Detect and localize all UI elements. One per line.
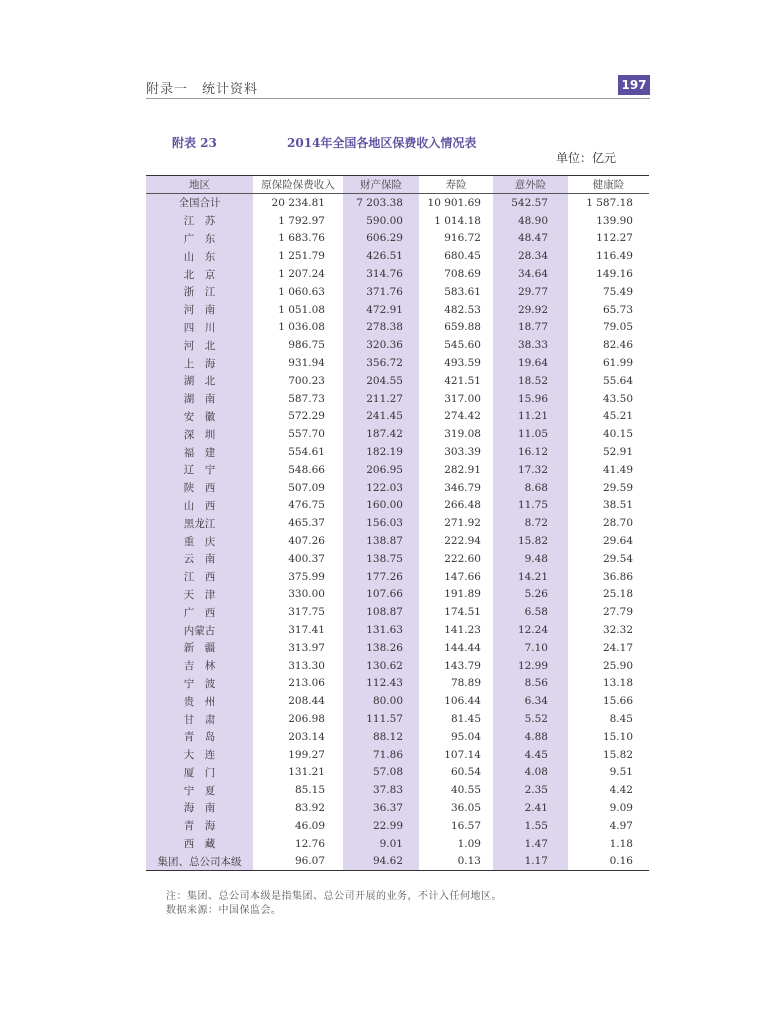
- cell-health: 25.18: [602, 588, 633, 601]
- cell-health: 1.18: [609, 837, 633, 850]
- cell-accident: 7.10: [493, 639, 568, 657]
- cell-total-premium: 572.29: [288, 410, 325, 423]
- cell-life: 222.94: [444, 535, 481, 548]
- cell-property: 9.01: [343, 835, 419, 853]
- cell-region: 贵 州: [146, 692, 253, 710]
- cell-health: 79.05: [602, 321, 633, 334]
- cell-life: 1 014.18: [434, 214, 481, 227]
- table-row: [146, 764, 649, 782]
- table-row: [146, 817, 649, 835]
- cell-life: 319.08: [444, 428, 481, 441]
- cell-property: 472.91: [343, 301, 419, 319]
- cell-health: 43.50: [602, 392, 633, 405]
- cell-health: 149.16: [596, 268, 633, 281]
- cell-health: 52.91: [602, 446, 633, 459]
- cell-health: 4.42: [609, 784, 633, 797]
- cell-total-premium: 206.98: [288, 713, 325, 725]
- cell-health: 38.51: [602, 499, 633, 512]
- cell-region: 陕 西: [146, 479, 253, 497]
- cell-region: 厦 门: [146, 764, 253, 782]
- cell-total-premium: 208.44: [288, 695, 325, 708]
- cell-life: 266.48: [444, 499, 481, 512]
- table-row: [146, 852, 649, 870]
- cell-property: 94.62: [343, 852, 419, 870]
- cell-accident: 16.12: [493, 443, 568, 461]
- cell-total-premium: 1 683.76: [278, 232, 325, 245]
- table-row: [146, 639, 649, 657]
- cell-total-premium: 46.09: [294, 819, 325, 832]
- cell-region: 河 北: [146, 336, 253, 354]
- cell-accident: 542.57: [493, 194, 568, 212]
- cell-total-premium: 375.99: [288, 570, 325, 583]
- cell-property: 7 203.38: [343, 194, 419, 212]
- cell-health: 28.70: [602, 517, 633, 530]
- cell-health: 45.21: [602, 410, 633, 423]
- cell-health: 24.17: [602, 641, 633, 654]
- table-row: [146, 710, 649, 728]
- cell-life: 421.51: [444, 374, 481, 387]
- table-row: [146, 443, 649, 461]
- cell-property: 80.00: [343, 692, 419, 710]
- cell-health: 27.79: [602, 606, 633, 619]
- cell-accident: 12.99: [493, 657, 568, 675]
- cell-accident: 4.08: [493, 764, 568, 782]
- cell-health: 139.90: [596, 214, 633, 227]
- cell-accident: 8.68: [493, 479, 568, 497]
- column-header-total-premium: 原保险保费收入: [261, 179, 335, 191]
- cell-region: 湖 南: [146, 390, 253, 408]
- table-row: [146, 835, 649, 853]
- cell-accident: 12.24: [493, 621, 568, 639]
- cell-accident: 15.96: [493, 390, 568, 408]
- cell-region: 安 徽: [146, 408, 253, 426]
- cell-property: 278.38: [343, 319, 419, 337]
- cell-life: 680.45: [444, 250, 481, 263]
- cell-total-premium: 700.23: [288, 374, 325, 387]
- cell-health: 116.49: [596, 250, 633, 263]
- cell-region: 新 疆: [146, 639, 253, 657]
- cell-region: 吉 林: [146, 657, 253, 675]
- cell-region: 大 连: [146, 746, 253, 764]
- table-row: [146, 550, 649, 568]
- cell-property: 36.37: [343, 799, 419, 817]
- cell-health: 9.09: [609, 801, 633, 814]
- cell-property: 122.03: [343, 479, 419, 497]
- cell-health: 75.49: [602, 285, 633, 298]
- cell-health: 41.49: [602, 463, 633, 476]
- cell-region: 江 苏: [146, 212, 253, 230]
- cell-property: 187.42: [343, 425, 419, 443]
- cell-accident: 2.35: [493, 781, 568, 799]
- cell-region: 黑龙江: [146, 514, 253, 532]
- cell-accident: 1.17: [493, 852, 568, 870]
- cell-total-premium: 330.00: [288, 588, 325, 601]
- cell-health: 29.54: [602, 552, 633, 565]
- cell-region: 海 南: [146, 799, 253, 817]
- table-title: 2014年全国各地区保费收入情况表: [287, 136, 477, 150]
- cell-life: 282.91: [444, 463, 481, 476]
- cell-region: 四 川: [146, 319, 253, 337]
- cell-life: 583.61: [444, 285, 481, 298]
- cell-accident: 2.41: [493, 799, 568, 817]
- cell-property: 138.75: [343, 550, 419, 568]
- cell-property: 107.66: [343, 586, 419, 604]
- table-row: [146, 265, 649, 283]
- cell-total-premium: 465.37: [288, 517, 325, 530]
- cell-total-premium: 199.27: [288, 748, 325, 761]
- cell-region: 天 津: [146, 586, 253, 604]
- cell-accident: 14.21: [493, 568, 568, 586]
- cell-accident: 5.26: [493, 586, 568, 604]
- cell-life: 143.79: [444, 659, 481, 672]
- table-body: [146, 194, 649, 871]
- cell-region: 重 庆: [146, 532, 253, 550]
- cell-health: 55.64: [602, 374, 633, 387]
- cell-health: 29.64: [602, 535, 633, 548]
- cell-life: 708.69: [444, 268, 481, 281]
- cell-life: 317.00: [444, 392, 481, 405]
- cell-life: 36.05: [450, 801, 481, 814]
- cell-region: 北 京: [146, 265, 253, 283]
- cell-life: 10 901.69: [427, 196, 481, 209]
- cell-accident: 8.56: [493, 675, 568, 693]
- cell-accident: 34.64: [493, 265, 568, 283]
- cell-life: 78.89: [450, 677, 481, 690]
- table-row: [146, 568, 649, 586]
- cell-life: 95.04: [450, 730, 481, 743]
- cell-region: 辽 宁: [146, 461, 253, 479]
- cell-region: 上 海: [146, 354, 253, 372]
- table-row: [146, 461, 649, 479]
- column-header-health: 健康险: [592, 179, 625, 191]
- cell-life: 303.39: [444, 446, 481, 459]
- cell-total-premium: 1 207.24: [278, 268, 325, 281]
- cell-health: 15.10: [602, 730, 633, 743]
- cell-property: 131.63: [343, 621, 419, 639]
- table-row: [146, 319, 649, 337]
- cell-accident: 6.34: [493, 692, 568, 710]
- cell-region: 宁 波: [146, 675, 253, 693]
- cell-region: 广 西: [146, 603, 253, 621]
- cell-life: 60.54: [450, 766, 481, 779]
- cell-region: 内蒙古: [146, 621, 253, 639]
- table-row: [146, 781, 649, 799]
- table-row: [146, 301, 649, 319]
- cell-health: 8.45: [609, 713, 633, 725]
- cell-total-premium: 213.06: [288, 677, 325, 690]
- cell-accident: 11.21: [493, 408, 568, 426]
- table-row: [146, 390, 649, 408]
- cell-accident: 17.32: [493, 461, 568, 479]
- cell-region: 深 圳: [146, 425, 253, 443]
- table-row: [146, 621, 649, 639]
- cell-health: 82.46: [602, 339, 633, 352]
- cell-life: 274.42: [444, 410, 481, 423]
- cell-total-premium: 1 251.79: [278, 250, 325, 263]
- cell-region: 甘 肃: [146, 710, 253, 728]
- cell-total-premium: 317.41: [288, 624, 325, 637]
- cell-life: 81.45: [450, 713, 481, 725]
- table-row: [146, 194, 649, 212]
- unit-label: 单位：亿元: [556, 151, 617, 165]
- cell-accident: 6.58: [493, 603, 568, 621]
- cell-property: 22.99: [343, 817, 419, 835]
- cell-life: 141.23: [444, 624, 481, 637]
- table-row: [146, 728, 649, 746]
- cell-total-premium: 203.14: [288, 730, 325, 743]
- cell-health: 0.16: [609, 855, 633, 868]
- cell-region: 福 建: [146, 443, 253, 461]
- cell-health: 15.82: [602, 748, 633, 761]
- table-row: [146, 675, 649, 693]
- cell-total-premium: 407.26: [288, 535, 325, 548]
- cell-property: 356.72: [343, 354, 419, 372]
- cell-total-premium: 12.76: [294, 837, 325, 850]
- cell-total-premium: 548.66: [288, 463, 325, 476]
- cell-accident: 8.72: [493, 514, 568, 532]
- cell-accident: 19.64: [493, 354, 568, 372]
- cell-life: 191.89: [444, 588, 481, 601]
- cell-accident: 4.88: [493, 728, 568, 746]
- cell-property: 130.62: [343, 657, 419, 675]
- cell-property: 426.51: [343, 247, 419, 265]
- cell-accident: 1.47: [493, 835, 568, 853]
- cell-health: 9.51: [609, 766, 633, 779]
- cell-accident: 29.92: [493, 301, 568, 319]
- cell-health: 36.86: [602, 570, 633, 583]
- cell-health: 112.27: [596, 232, 633, 245]
- cell-total-premium: 313.30: [288, 659, 325, 672]
- cell-total-premium: 83.92: [294, 801, 325, 814]
- cell-accident: 1.55: [493, 817, 568, 835]
- cell-property: 57.08: [343, 764, 419, 782]
- table-row: [146, 514, 649, 532]
- cell-total-premium: 85.15: [294, 784, 325, 797]
- cell-life: 40.55: [450, 784, 481, 797]
- cell-total-premium: 1 792.97: [278, 214, 325, 227]
- cell-life: 493.59: [444, 357, 481, 370]
- cell-total-premium: 1 036.08: [278, 321, 325, 334]
- table-row: [146, 247, 649, 265]
- cell-total-premium: 1 060.63: [278, 285, 325, 298]
- table-row: [146, 746, 649, 764]
- table-row: [146, 692, 649, 710]
- cell-property: 182.19: [343, 443, 419, 461]
- footnote: 注：集团、总公司本级是指集团、总公司开展的业务，不计入任何地区。: [166, 891, 502, 902]
- cell-property: 156.03: [343, 514, 419, 532]
- table-row: [146, 532, 649, 550]
- cell-region: 山 东: [146, 247, 253, 265]
- cell-region: 云 南: [146, 550, 253, 568]
- cell-health: 29.59: [602, 481, 633, 494]
- cell-accident: 9.48: [493, 550, 568, 568]
- cell-life: 16.57: [450, 819, 481, 832]
- cell-property: 606.29: [343, 230, 419, 248]
- table-row: [146, 479, 649, 497]
- cell-life: 482.53: [444, 303, 481, 316]
- cell-life: 0.13: [457, 855, 481, 868]
- cell-total-premium: 931.94: [288, 357, 325, 370]
- cell-health: 25.90: [602, 659, 633, 672]
- cell-total-premium: 476.75: [288, 499, 325, 512]
- table-header-row: [146, 176, 649, 194]
- cell-region: 江 西: [146, 568, 253, 586]
- cell-property: 590.00: [343, 212, 419, 230]
- cell-life: 107.14: [444, 748, 481, 761]
- cell-property: 108.87: [343, 603, 419, 621]
- table-row: [146, 212, 649, 230]
- cell-region: 宁 夏: [146, 781, 253, 799]
- column-header-property: 财产保险: [343, 176, 419, 194]
- cell-accident: 18.52: [493, 372, 568, 390]
- cell-property: 206.95: [343, 461, 419, 479]
- cell-life: 271.92: [444, 517, 481, 530]
- cell-property: 88.12: [343, 728, 419, 746]
- cell-health: 13.18: [602, 677, 633, 690]
- cell-property: 177.26: [343, 568, 419, 586]
- cell-accident: 11.05: [493, 425, 568, 443]
- cell-health: 65.73: [602, 303, 633, 316]
- cell-health: 40.15: [602, 428, 633, 441]
- cell-region: 浙 江: [146, 283, 253, 301]
- cell-total-premium: 400.37: [288, 552, 325, 565]
- table-notes: [166, 890, 502, 918]
- table-row: [146, 425, 649, 443]
- cell-property: 112.43: [343, 675, 419, 693]
- table-row: [146, 336, 649, 354]
- cell-property: 37.83: [343, 781, 419, 799]
- cell-health: 4.97: [609, 819, 633, 832]
- cell-life: 144.44: [444, 641, 481, 654]
- table-row: [146, 603, 649, 621]
- cell-accident: 4.45: [493, 746, 568, 764]
- cell-life: 222.60: [444, 552, 481, 565]
- running-header: [146, 76, 650, 99]
- cell-region: 河 南: [146, 301, 253, 319]
- table-row: [146, 657, 649, 675]
- table-row: [146, 497, 649, 515]
- cell-health: 61.99: [602, 357, 633, 370]
- cell-region: 山 西: [146, 497, 253, 515]
- cell-life: 147.66: [444, 570, 481, 583]
- cell-health: 32.32: [602, 624, 633, 637]
- cell-life: 346.79: [444, 481, 481, 494]
- cell-region: 湖 北: [146, 372, 253, 390]
- cell-health: 15.66: [602, 695, 633, 708]
- cell-property: 160.00: [343, 497, 419, 515]
- column-header-life: 寿险: [445, 179, 467, 191]
- cell-total-premium: 1 051.08: [278, 303, 325, 316]
- cell-life: 1.09: [457, 837, 481, 850]
- cell-total-premium: 96.07: [294, 855, 325, 868]
- table-row: [146, 230, 649, 248]
- cell-property: 241.45: [343, 408, 419, 426]
- cell-total-premium: 313.97: [288, 641, 325, 654]
- section-title: 附录一 统计资料: [146, 82, 259, 97]
- cell-region: 集团、总公司本级: [146, 852, 253, 870]
- cell-accident: 11.75: [493, 497, 568, 515]
- table-row: [146, 586, 649, 604]
- column-header-region: 地区: [146, 176, 253, 194]
- cell-accident: 15.82: [493, 532, 568, 550]
- page-number-badge: 197: [618, 75, 650, 95]
- cell-property: 314.76: [343, 265, 419, 283]
- cell-life: 916.72: [444, 232, 481, 245]
- cell-property: 111.57: [343, 710, 419, 728]
- cell-accident: 28.34: [493, 247, 568, 265]
- cell-total-premium: 557.70: [288, 428, 325, 441]
- cell-region: 广 东: [146, 230, 253, 248]
- table-row: [146, 283, 649, 301]
- table-row: [146, 799, 649, 817]
- cell-accident: 38.33: [493, 336, 568, 354]
- cell-total-premium: 986.75: [288, 339, 325, 352]
- cell-region: 青 海: [146, 817, 253, 835]
- premium-income-table: [146, 175, 649, 871]
- cell-property: 371.76: [343, 283, 419, 301]
- cell-total-premium: 20 234.81: [271, 196, 325, 209]
- cell-total-premium: 507.09: [288, 481, 325, 494]
- cell-region: 全国合计: [146, 194, 253, 212]
- data-source: 数据来源：中国保监会。: [166, 905, 282, 916]
- cell-accident: 48.90: [493, 212, 568, 230]
- column-header-accident: 意外险: [493, 176, 568, 194]
- cell-region: 青 岛: [146, 728, 253, 746]
- cell-accident: 29.77: [493, 283, 568, 301]
- table-label: 附表 23: [172, 136, 217, 150]
- cell-property: 320.36: [343, 336, 419, 354]
- cell-health: 1 587.18: [586, 196, 633, 209]
- cell-accident: 48.47: [493, 230, 568, 248]
- cell-life: 659.88: [444, 321, 481, 334]
- cell-property: 211.27: [343, 390, 419, 408]
- table-row: [146, 372, 649, 390]
- table-row: [146, 408, 649, 426]
- cell-life: 174.51: [444, 606, 481, 619]
- cell-life: 106.44: [444, 695, 481, 708]
- cell-accident: 18.77: [493, 319, 568, 337]
- table-row: [146, 354, 649, 372]
- cell-property: 138.26: [343, 639, 419, 657]
- cell-property: 138.87: [343, 532, 419, 550]
- cell-property: 204.55: [343, 372, 419, 390]
- cell-total-premium: 317.75: [288, 606, 325, 619]
- cell-total-premium: 587.73: [288, 392, 325, 405]
- cell-total-premium: 554.61: [288, 446, 325, 459]
- cell-life: 545.60: [444, 339, 481, 352]
- cell-property: 71.86: [343, 746, 419, 764]
- cell-total-premium: 131.21: [288, 766, 325, 779]
- cell-region: 西 藏: [146, 835, 253, 853]
- cell-accident: 5.52: [493, 710, 568, 728]
